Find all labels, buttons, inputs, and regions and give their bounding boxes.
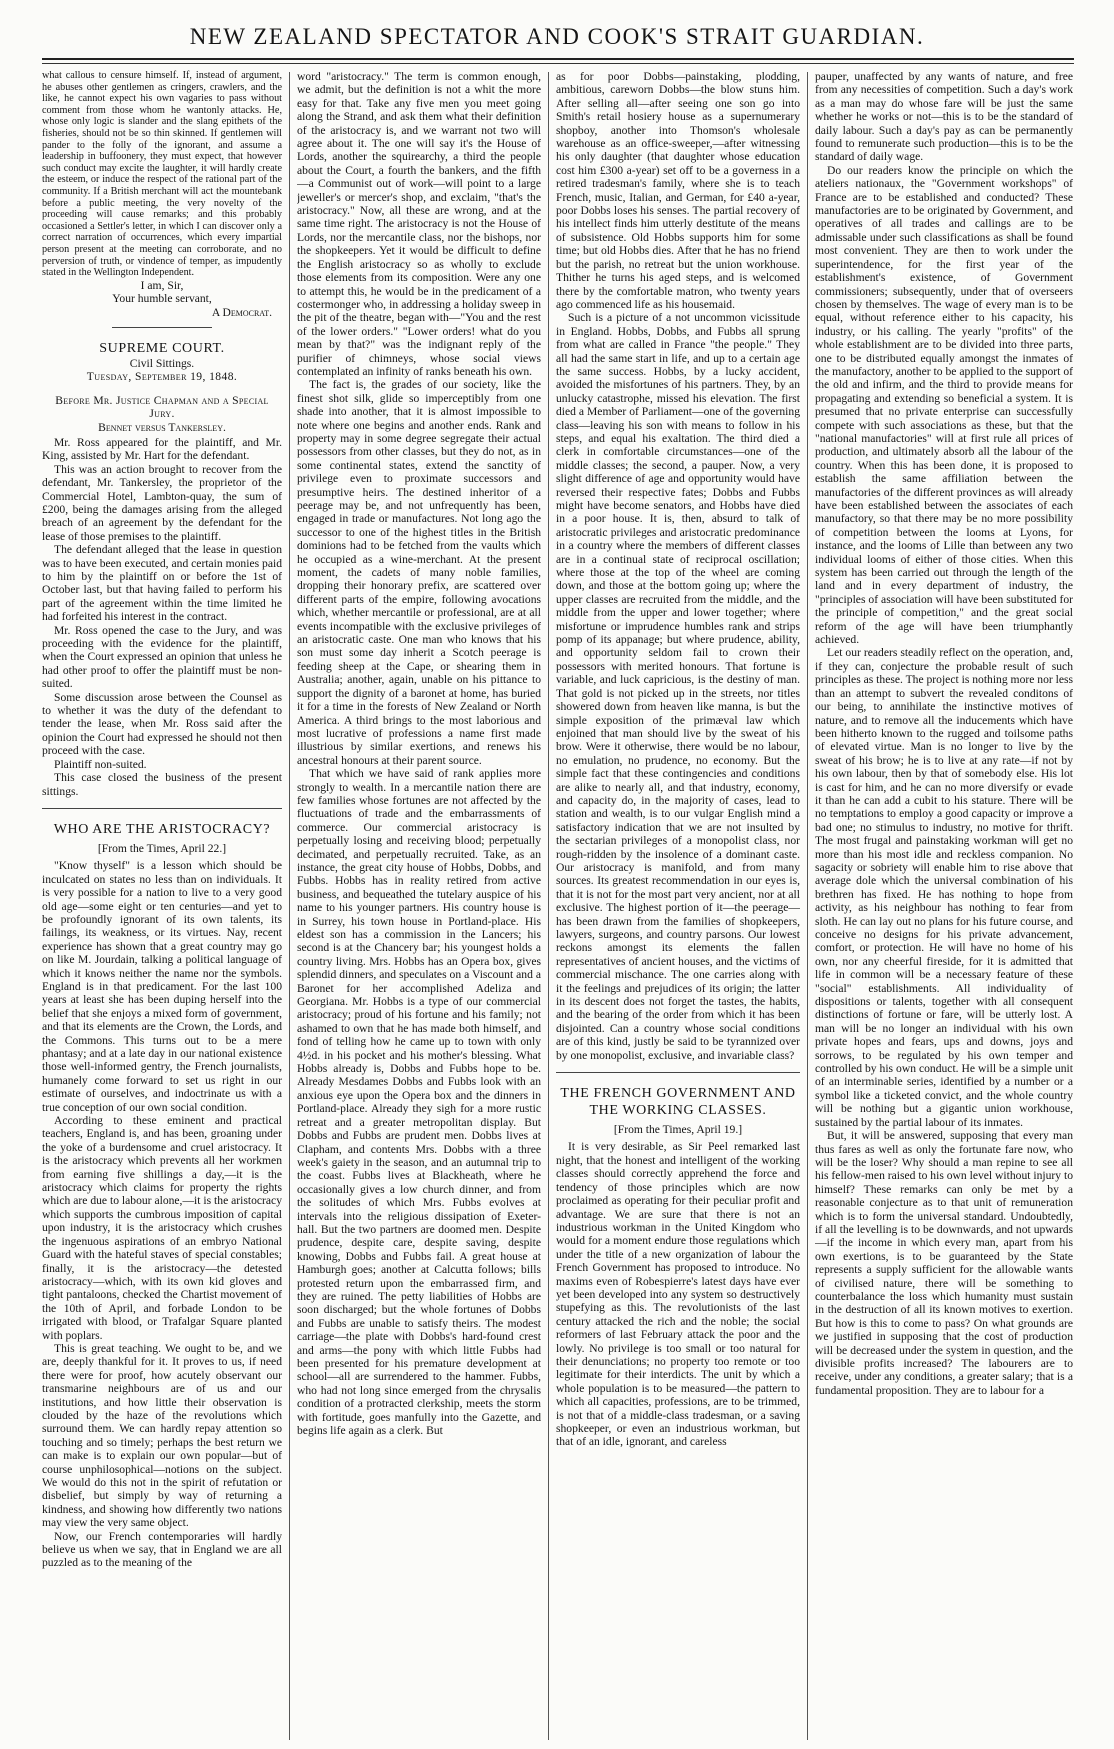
section-divider <box>556 1072 800 1073</box>
masthead-rule-thick <box>42 58 1074 60</box>
signature-name: A Democrat. <box>211 305 272 319</box>
article-paragraph: Some discussion arose between the Counsel as to whether it was the duty of the defendant to tender the lease, when Mr. Ross said after the opinion the Court had expressed he should not then proceed with the case. <box>42 690 282 758</box>
masthead-rule-thin <box>42 63 1074 64</box>
column-separator <box>548 72 549 1740</box>
article-heading: SUPREME COURT. <box>99 340 225 356</box>
signature-line: I am, Sir, <box>140 278 184 292</box>
article-paragraph: This is great teaching. We ought to be, and we are, deeply thankful for it. It proves to us, if need there were for proof, how acutely observant our transmarine neighbours are of us and our institutions, and how little their observation is clouded by the haze of the revolutions which surround them. We can hardly repay attention so touching and so timely; perhaps the best return we can make is to explain our own popular—but of course unphilosophical—notions on the subject. We would do this not in the spirit of refutation or disbelief, but simply by way of returning a kindness, and showing how differently two nations may view the very same object. <box>42 1341 282 1530</box>
article-paragraph: Let our readers steadily reflect on the operation, and, if they can, conjecture the probable result of such principles as these. The project is nothing more nor less than an attempt to subvert the revealed conditons of our being, to annihilate the instinctive motives of nature, and to remove all the inducements which have been hitherto known to the rugged and toilsome paths of elevated virtue. Man is no longer to live by the sweat of his brow; he is to live at any rate—if not by his own labour, then by that of somebody else. His lot is cast for him, and he can no more diversify or evade it than he can add a cubit to his stature. There will be no temptations to employ a good capacity or improve a bad one; no stimulus to industry, no motive for thrift. The most frugal and painstaking workman will get no more than his most idle and reckless companion. No sagacity or sobriety will enable him to rise above that average dole which the universal combination of his brethren has fixed. He has nothing to hope from activity, as his neighbour has nothing to fear from sloth. He can lay out no plans for his future course, and conceive no designs for his private advancement, comfort, or protection. He will have no home of his own, nor any cheerful fireside, for it is admitted that life in common will be a necessary feature of these "social" establishments. All individuality of dispositions or talents, together with all consequent distinctions of fortune or fare, will be utterly lost. A man will be no longer an individual with his own private hopes and fears, ups and downs, joys and sorrows, to be regulated by his own temper and controlled by his own conduct. He will be a simple unit of an interminable series, identified by a number or a symbol like a ticketed convict, and the whole country will be nothing but a gigantic union workhouse, sustained by the partial labour of its inmates. <box>815 646 1073 1129</box>
article-paragraph: That which we have said of rank applies more strongly to wealth. In a mercantile nation there are few families whose fortunes are not affected by the fluctuations of trade and the embarrassments of commerce. Our commercial aristocracy is perpetually losing and receiving blood; perpetually decimated, and perpetually recruited. Take, as an instance, the great city house of Hobbs, Dobbs, and Fubbs. Hobbs has in reality retired from active business, and bequeathed the tutelary auspice of his name to his younger partners. His country house is in Surrey, his town house in Portland-place. His eldest son has a commission in the Lancers; his second is at the Chancery bar; his youngest holds a country living. Mrs. Hobbs has an Opera box, gives splendid dinners, and speculates on a Viscount and a Baronet for her accomplished Adeliza and Georgiana. Mr. Hobbs is a type of our commercial aristocracy; proud of his fortune and his family; not ashamed to own that he has made both himself, and fond of telling how he came up to town with only 4½d. in his pocket and his mother's blessing. What Hobbs already is, Dobbs and Fubbs hope to be. Already Mesdames Dobbs and Fubbs look with an anxious eye upon the Opera box and the dinners in Portland-place. Already they sigh for a more rustic retreat and a greater metropolitan display. But Dobbs and Fubbs are prudent men. Dobbs lives at Clapham, and contents Mrs. Dobbs with a three week's gaiety in the season, and an autumnal trip to the coast. Fubbs lives at Blackheath, where he occasionally gives a low church dinner, and from the solitudes of which Mrs. Fubbs evolves at intervals into the religious dissipation of Exeter-hall. But the two partners are doomed men. Despite prudence, despite care, despite saving, despite knowing, Dobbs and Fubbs fail. A great house at Hamburgh goes; another at Calcutta follows; bills protested return upon the embarrassed firm, and they are ruined. The petty liabilities of Hobbs are soon discharged; but the whole fortunes of Dobbs and Fubbs are unable to satisfy theirs. The modest carriage—the plate with Dobbs's hard-found crest and arms—the pony with which little Fubbs had been presented for his premature development at school—all are surrendered to the hammer. Fubbs, who had not long since emerged from the chrysalis condition of a protracted clerkship, meets the storm with fortitude, goes manfully into the Gazette, and begins life again as a clerk. But <box>297 767 541 1438</box>
text-column-4 <box>815 70 1073 1740</box>
article-paragraph: The defendant alleged that the lease in question was to have been executed, and certain monies paid to him by the plaintiff on or before the 1st of October last, but that having failed to perform his part of the agreement within the time limited he had forfeited his interest in the contract. <box>42 543 282 624</box>
article-heading: WHO ARE THE ARISTOCRACY? <box>53 821 271 837</box>
article-source: [From the Times, April 22.] <box>97 841 227 855</box>
article-paragraph-continued: pauper, unaffected by any wants of nature, and free from any necessities of competition. Such a day's work as a man may do whose fare will be just the same whether he works or not—this is to be the standard of daily labour. Such a day's pay as can be permanently found to remunerate such production—this is to be the standard of daily wage. <box>815 70 1073 164</box>
column-separator <box>807 72 808 1740</box>
article-paragraph: Mr. Ross opened the case to the Jury, and was proceeding with the evidence for the plaintiff, when the Court expressed an opinion that unless he had other proof to offer the plaintiff must be non-suited. <box>42 623 282 691</box>
article-paragraph: According to these eminent and practical teachers, England is, and has been, groaning under the yoke of a burdensome and cruel aristocracy. It is the aristocracy which prevents all her workmen from earning five shillings a day,—it is the aristocracy which claims for property the rights which are due to labour alone,—it is the aristocracy which supports the cumbrous imposition of capital upon industry, it is the aristocracy which crushes the ingenuous aspirations of an embryo National Guard with the hateful staves of special constables; finally, it is the aristocracy—the detested aristocracy—which, with its own kid gloves and tight pantaloons, checked the Chartist movement of the 10th of April, and forbade London to be irrigated with blood, or Trafalgar Square planted with poplars. <box>42 1114 282 1342</box>
sitting-date: Tuesday, September 19, 1848. <box>86 370 238 384</box>
article-paragraph: Plaintiff non-suited. <box>54 757 147 771</box>
masthead-title: NEW ZEALAND SPECTATOR AND COOK'S STRAIT GUARDIAN. <box>189 24 925 49</box>
article-paragraph: Do our readers know the principle on which the ateliers nationaux, the "Government workshops" of France are to be established and conducted? These manufactories are to be originated by Government, and operatives of all trades and callings are to be admissable under such classifications as shall be found most convenient. They are then to work under the superintendence, for the first year of the establishment's existence, of Government commissioners; subsequently, under that of overseers chosen by themselves. The wage of every man is to be equal, without reference either to his capacity, his industry, or his calling. The yearly "profits" of the whole establishment are to be divided into three parts, one to be distributed equally amongst the inmates of the manufactory, another to be applied to the support of the old and infirm, and the third to provide means for propagating and extending so beneficial a system. It is presumed that no private enterprise can successfully compete with such associations as these, but that the "national manufactories" will at first rule all prices of production, and ultimately absorb all the labour of the country. When this has been done, it is proposed to establish the same affiliation between the manufactories of the different provinces as will already have been established between the associates of each manufactory, so that there may be no more possibility of competition between the looms at Lyons, for instance, and the looms of Lille than between any two individual looms of either of those cities. When this system has been carried out through the length of the land and in every department of industry, the "principles of association will have been substituted for the principle of competition," and the great social reform of the age will have been triumphantly achieved. <box>815 163 1073 647</box>
article-paragraph: This was an action brought to recover from the defendant, Mr. Tankersley, the proprietor of the Commercial Hotel, Lambton-quay, the sum of £200, being the damages arising from the alleged breach of an agreement by the defendant for the lease of those premises to the plaintiff. <box>42 462 282 543</box>
signature-line: Your humble servant, <box>112 292 212 306</box>
article-paragraph: Now, our French contemporaries will hardly believe us when we say, that in England we are all puzzled as to the meaning of the <box>42 1529 282 1570</box>
text-column-3 <box>556 70 800 1740</box>
section-divider <box>112 327 212 328</box>
case-title: Bennet versus Tankersley. <box>98 420 226 434</box>
section-subtitle: Civil Sittings. <box>129 356 195 370</box>
article-paragraph: Mr. Ross appeared for the plaintiff, and Mr. King, assisted by Mr. Hart for the defendant. <box>42 435 282 463</box>
article-paragraph: This case closed the business of the present sittings. <box>42 771 282 798</box>
text-column-1 <box>42 70 282 1740</box>
article-paragraph: It is very desirable, as Sir Peel remarked last night, that the honest and intelligent of the working classes should correctly apprehend the force and tendency of those principles which are now proclaimed as operating for their peculiar profit and advantage. We are sure that there is not an industrious workman in the United Kingdom who would for a moment endure those regulations which under the title of a new organization of labour the French Government has proposed to introduce. No maxims even of Robespierre's latest days have ever yet been developed into any system so destructively stupefying as this. The revolutionists of the last century attacked the rich and the noble; the social reformers of last February attack the poor and the lowly. No privilege is too small or too natural for their denunciations; no property too remote or too legitimate for their interdicts. The unit by which a whole population is to be measured—the pattern to which all capacities, professions, are to be trimmed, is not that of a middle-class tradesman, or a saving shopkeeper, or even an industrious workman, but that of an idle, ignorant, and careless <box>556 1140 800 1449</box>
article-source: [From the Times, April 19.] <box>613 1123 743 1137</box>
article-paragraph: The fact is, the grades of our society, like the finest shot silk, glide so imperceptibly from one shade into another, that it is almost impossible to note where one begins and another ends. Rank and property may in some degree segregate their actual possessors from other classes, but they do not, as in some continental states, extend the sanctity of privilege even to proximate successors and presumptive heirs. The destined inheritor of a peerage may be, and not unfrequently has been, engaged in trade or manufactures. Not long ago the successor to one of the highest titles in the British dominions had to be fetched from the vaults which he occupied as a wine-merchant. At the present moment, the cadets of many noble families, dropping their honorary prefix, are scattered over different parts of the empire, following avocations which, whether mercantile or professional, are at all events incompatible with the exclusive privileges of an aristocratic caste. One man who knows that his son must some day inherit a Scotch peerage is feeding sheep at the Cape, or shearing them in Australia; another, again, unable on his pittance to support the dignity of a baronet at home, has buried it for a time in the forests of New Zealand or North America. A third brings to the most laborious and most lucrative of professions a name first made illustrious by similar exertions, and renews his ancestral honours at their parent source. <box>297 378 541 767</box>
letter-paragraph: what callous to censure himself. If, instead of argument, he abuses other gentlemen as cringers, crawlers, and the like, he cannot expect his own vagaries to pass without comment from those whom he wantonly attacks. He, whose only logic is slander and the slang epithets of the fisheries, should not be so thin skinned. If gentlemen will pander to the folly of the ignorant, and assume a leadership in buffoonery, they must expect, that however such conduct may excite the laughter, it will hardly create the esteem, or induce the respect of the rational part of the community. If a British merchant will act the mountebank before a public meeting, the very novelty of the proceeding will cause remarks; and this probably occasioned a Settler's letter, in which I can discover only a correct narration of occurrences, which every impartial person present at the meeting can corroborate, and no perversion of truth, or vindence of temper, as impudently stated in the Wellington Independent. <box>42 70 282 279</box>
court-bench: Before Mr. Justice Chapman and a Special Jury. <box>55 393 269 421</box>
article-paragraph: Such is a picture of a not uncommon vicissitude in England. Hobbs, Dobbs, and Fubbs all sprung from what are called in France "the people." They all had the same start in life, and up to a certain age the same success. Hobbs, by a lucky accident, avoided the misfortunes of his partners. They, by an unlucky catastrophe, missed his elevation. The first died a Member of Parliament—one of the governing class—leaving his son with means to follow in his steps, and equal his exaltation. The third died a clerk in comfortable circumstances—one of the middle classes; the second, a pauper. Now, a very slight difference of age and opportunity would have reversed their respective fates; Dobbs and Fubbs might have become senators, and Hobbs have died in a poor house. It is, then, absurd to talk of aristocratic privileges and aristocratic predominance in a country where the members of different classes are in a continual state of reciprocal oscillation; where those at the top of the wheel are coming down, and those at the bottom going up; where the upper classes are recruited from the middle, and the middle from the upper and lower together; where misfortune or imprudence humbles rank and strips pomp of its appanage; but where prudence, ability, and opportunity seldom fail to crown their possessors with merited honours. That fortune is variable, and luck capricious, is the destiny of man. That gold is not picked up in the streets, nor titles showered down from heaven like manna, is but the simple exposition of the primæval law which enjoined that man should live by the sweat of his brow. Were it otherwise, there would be no labour, no emulation, no prudence, no economy. But the simple fact that these contingencies and conditions are alike to nearly all, and that industry, economy, and capacity do, in the majority of cases, lead to station and wealth, is to our vulgar English mind a satisfactory indication that we are not insulted by the sectarian privileges of a monopolist class, nor rough-ridden by the insolence of a dominant caste. Our aristocracy is manifold, and from many sources. Its greatest recommendation in our eyes is, that it is not for the most part very ancient, nor at all exclusive. The highest portion of it—the peerage—has been drawn from the families of shopkeepers, lawyers, surgeons, and country parsons. Our lowest reckons amongst its elements the fallen representatives of ancient houses, and the victims of commercial mischance. The one carries along with it the feelings and prejudices of its origin; the latter in its descent does not forget the tastes, the habits, and the bearing of the order from which it has been disjointed. Can a country whose social conditions are of this kind, justly be said to be tyrannized over by one monopolist, exclusive, and invariable class? <box>556 311 800 1062</box>
section-divider <box>42 808 282 809</box>
text-column-2 <box>297 70 541 1740</box>
article-paragraph: "Know thyself" is a lesson which should be inculcated on states no less than on individuals. It is very possible for a nation to live to a very good old age—some eight or ten centuries—and yet to be profoundly ignorant of its own talents, its failings, its weakness, or its virtues. Nay, recent experience has shown that a great country may go on like M. Jourdain, talking a political language of which it knows neither the name nor the symbols. England is in that predicament. For the last 100 years at least she has been duping herself into the belief that she enjoys a mixed form of government, and that its elements are the Crown, the Lords, and the Commons. This turns out to be a mere phantasy; and at a late day in our national existence those well-informed gentry, the French journalists, humanely come forward to set us right in our estimate of ourselves, and indoctrinate us with a true conception of our own social condition. <box>42 859 282 1114</box>
article-heading: THE FRENCH GOVERNMENT AND THE WORKING CLASSES. <box>560 1086 796 1119</box>
column-separator <box>289 72 290 1740</box>
article-paragraph: But, it will be answered, supposing that every man thus fares as well as only the fortunate fare now, who will be the loser? Why should a man repine to see all his fellow-men raised to his own level without injury to himself? These remarks can only be met by a reasonable conjecture as to that unit of remuneration which is to form the universal standard. Undoubtedly, if all the levelling is to be downwards, and not upwards—if the income in which every man, apart from his own exertions, is to be guaranteed by the State represents a supply sufficient for the allowable wants of civilised nature, there will be something to counterbalance the loss which humanity must sustain in the destruction of all its known motives to exertion. But how is this to come to pass? On what grounds are we justified in supposing that the cost of production will be decreased under the system in question, and the divisible profits increased? The labourers are to receive, under any conditions, a greater salary; that is a fundamental proposition. They are to labour for a <box>815 1129 1073 1397</box>
article-paragraph-continued: word "aristocracy." The term is common enough, we admit, but the definition is not a whit the more easy for that. Take any five men you meet going along the Strand, and ask them what their definition of the aristocracy is, and we warrant not two will agree about it. The one will say it's the House of Lords, another the squirearchy, a third the people about the Court, a fourth the bankers, and the fifth—a Communist out of work—will point to a large jeweller's or mercer's shop, and exclaim, "that's the aristocracy." Now, all these are wrong, and at the same time right. The aristocracy is not the House of Lords, nor the mercantile class, nor the bishops, nor the shopkeepers. Yet it would be difficult to define the English aristocracy so as wholly to exclude those elements from its composition. Were any one to attempt this, he would be in the predicament of a costermonger who, in addressing a holiday sweep in the pit of the theatre, began with—"You and the rest of the lower orders." "Lower orders! what do you mean by that?" was the indignant reply of the purifier of chimneys, whose social views contemplated an infinity of ranks beneath his own. <box>297 70 541 378</box>
article-paragraph-continued: as for poor Dobbs—painstaking, plodding, ambitious, careworn Dobbs—the blow stuns him. After selling all—after seeing one son go into Smith's retail hosiery house as a supernumerary shopboy, another into Thomson's wholesale warehouse as an office-sweeper,—after witnessing his only daughter (that daughter whose education cost him £300 a-year) set off to be a governess in a retired tradesman's family, where she is to teach French, music, Italian, and German, for £40 a-year, poor Dobbs loses his senses. The partial recovery of his intellect finds him utterly destitute of the means of subsistence. Old Hobbs supports him for some time; but old Hobbs dies. After that he has no friend but the parish, no retreat but the union workhouse. Thither he turns his aged steps, and is welcomed there by the comfortable matron, who twenty years ago commenced life as his housemaid. <box>556 70 800 311</box>
